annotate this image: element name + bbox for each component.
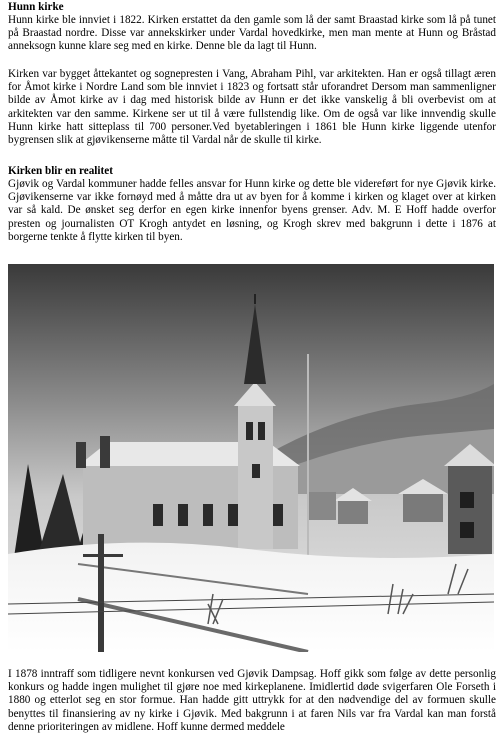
section-heading: Kirken blir en realitet — [8, 165, 113, 177]
paragraph-4: I 1878 inntraff som tidligere nevnt konkursen ved Gjøvik Dampsag. Hoff gikk som følge av dette personlig konkurs og hadde ingen mulighet til gjøre noe med kirkeplanene. Imidlertid døde svigerfaren Ole Forseth i 1880 og etterlot seg en stor formue. Han hadde gitt uttrykk for at den nødvendige del av formuen skulle benyttes til finansiering av ny kirke i Gjøvik. Med bakgrunn i at faren Nils var fra Vardal kan man forstå denne prioriteringen av midlene. Hoff kunne dermed meddele — [8, 668, 496, 733]
article-heading: Hunn kirke — [8, 1, 64, 13]
paragraph-2: Kirken var bygget åttekantet og sognepresten i Vang, Abraham Pihl, var arkitekten. Han er også tillagt æren for Åmot kirke i Nordre Land som ble innviet i 1823 og fortsatt står uforandret Dersom man sammenligner bilde av Åmot kirke av i dag med historisk bilde av Hunn er det ikke vanskelig å bli overbevist om at arkitekten var den samme. Kirkene ser ut til å være fullstendig like. Om de også var like innvendig skulle Hunn kirke hatt sitteplass til 700 personer.Ved byetableringen i 1861 ble Hunn kirke liggende utenfor bygrensen slik at gjøvikenserne måtte til Vardal når de skulle til kirke. — [8, 68, 496, 147]
paragraph-3: Gjøvik og Vardal kommuner hadde felles ansvar for Hunn kirke og dette ble videreført for nye Gjøvik kirke. Gjøvikenserne var ikke fornøyd med å måtte dra ut av byen for å komme i kirken og klaget over at kirken var så kald. De ønsket seg derfor en egen kirke innenfor byens grenser. Adv. M. E Hoff hadde overfor presten og journalisten OT Krogh antydet en løsning, og Krogh skrev med bakgrunn i dette i 1876 at borgerne tenkte å flytte kirken til byen. — [8, 178, 496, 243]
church-photo — [8, 264, 494, 652]
paragraph-1: Hunn kirke ble innviet i 1822. Kirken erstattet da den gamle som lå der samt Braastad kirke som lå på tunet på Braastad nordre. Disse var annekskirker under Vardal hovedkirke, men man mente at Hunn og Bråstad anneksogn kunne klare seg med en kirke. Denne ble da lagt til Hunn. — [8, 14, 496, 53]
